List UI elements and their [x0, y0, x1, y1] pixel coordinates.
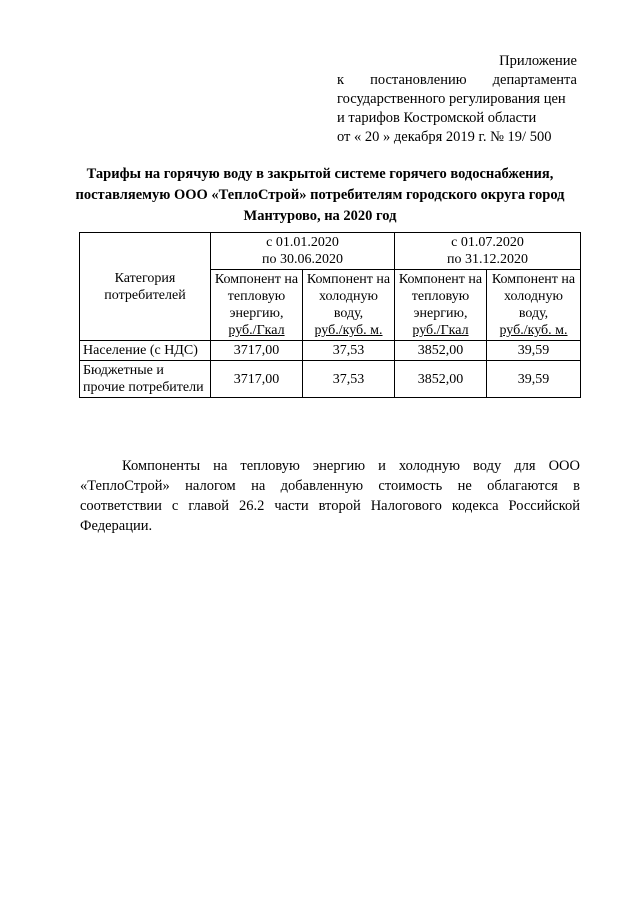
component-unit: руб./Гкал — [412, 323, 469, 338]
cell-value: 39,59 — [487, 341, 581, 361]
appendix-line-1 — [337, 71, 577, 90]
component-unit: руб./куб. м. — [499, 323, 568, 338]
period-header-1 — [211, 233, 395, 270]
row-category: Бюджетные и прочие потребители — [80, 361, 211, 398]
component-label: Компонент на холодную воду, — [306, 272, 391, 321]
component-unit: руб./куб. м. — [314, 323, 383, 338]
appendix-word: департамента — [492, 72, 577, 88]
appendix-block — [337, 52, 577, 147]
table-row — [80, 361, 581, 398]
component-label: Компонент на тепловую энергию, — [398, 272, 483, 321]
cell-value: 37,53 — [303, 341, 395, 361]
tax-note-text: Компоненты на тепловую энергию и холодную воду для ООО «ТеплоСтрой» налогом на добавленную стоимость не облагаются в соответствии с главой 26.2 части второй Налогового кодекса Российской Федерации. — [80, 458, 580, 534]
table-header-row — [80, 233, 581, 270]
cell-value: 37,53 — [303, 361, 395, 398]
appendix-word: постановлению — [370, 72, 467, 88]
cell-value: 3852,00 — [395, 361, 487, 398]
component-thermal-header — [395, 270, 487, 341]
component-label: Компонент на холодную воду, — [491, 272, 576, 321]
cell-value: 39,59 — [487, 361, 581, 398]
period-from: с 01.01.2020 — [266, 235, 339, 250]
appendix-line-2: государственного регулирования цен — [337, 91, 566, 107]
row-category: Население (с НДС) — [80, 341, 211, 361]
appendix-line-4: от « 20 » декабря 2019 г. № 19/ 500 — [337, 129, 552, 145]
component-cold-header — [303, 270, 395, 341]
component-thermal-header — [211, 270, 303, 341]
component-cold-header — [487, 270, 581, 341]
appendix-line-3: и тарифов Костромской области — [337, 110, 537, 126]
appendix-word: к — [337, 72, 345, 88]
cell-value: 3852,00 — [395, 341, 487, 361]
category-header: Категория потребителей — [80, 233, 211, 341]
appendix-title: Приложение — [499, 53, 577, 69]
period-header-2 — [395, 233, 581, 270]
period-to: по 30.06.2020 — [262, 252, 343, 267]
component-unit: руб./Гкал — [228, 323, 285, 338]
tariff-table — [79, 232, 581, 398]
component-label: Компонент на тепловую энергию, — [214, 272, 299, 321]
document-title: Тарифы на горячую воду в закрытой системе горячего водоснабжения, поставляемую ООО «ТеплоСтрой» потребителям городского округа город Мантурово, на 2020 год — [75, 166, 565, 224]
cell-value: 3717,00 — [211, 341, 303, 361]
table-row — [80, 341, 581, 361]
period-to: по 31.12.2020 — [447, 252, 528, 267]
tax-note — [80, 456, 580, 536]
cell-value: 3717,00 — [211, 361, 303, 398]
period-from: с 01.07.2020 — [451, 235, 524, 250]
